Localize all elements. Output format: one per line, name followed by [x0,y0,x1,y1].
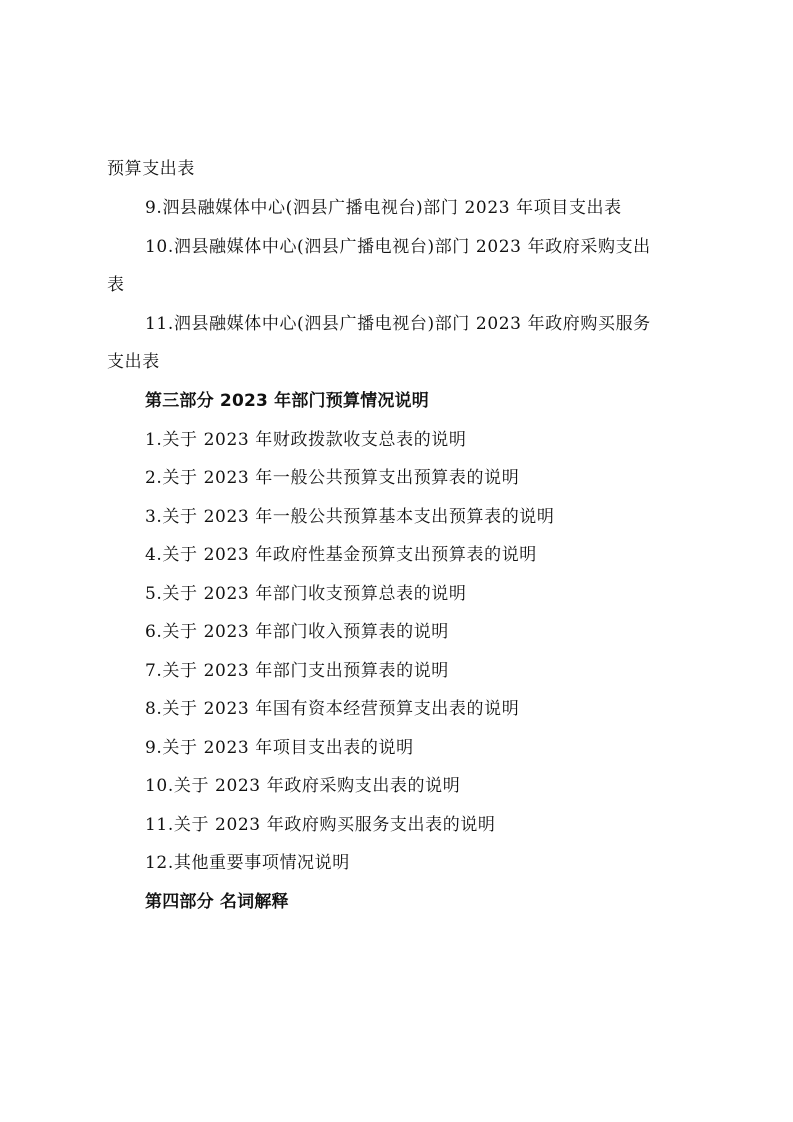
item-number: 9. [145,738,163,758]
item-number: 1. [145,430,163,450]
item-text: 关于 2023 年部门收支预算总表的说明 [162,584,467,604]
item-text: 关于 2023 年部门收入预算表的说明 [162,622,449,642]
section-heading: 第四部分 名词解释 [145,892,289,912]
section-heading: 第三部分 2023 年部门预算情况说明 [145,391,429,411]
list-item [145,660,449,682]
item-number: 11. [145,815,174,835]
list-item [145,467,519,489]
item-text: 泗县融媒体中心(泗县广播电视台)部门 2023 年项目支出表 [162,198,622,218]
item-text: 关于 2023 年政府性基金预算支出预算表的说明 [162,545,537,565]
list-item [145,621,449,643]
item-text: 关于 2023 年一般公共预算支出预算表的说明 [162,468,520,488]
list-item [145,429,467,451]
item-text: 关于 2023 年部门支出预算表的说明 [162,661,449,681]
list-item [145,236,651,258]
item-text: 泗县融媒体中心(泗县广播电视台)部门 2023 年政府购买服务 [173,314,651,334]
item-number: 5. [145,584,163,604]
item-text: 关于 2023 年一般公共预算基本支出预算表的说明 [162,507,555,527]
item-text: 关于 2023 年政府采购支出表的说明 [173,776,461,796]
item-text: 关于 2023 年政府购买服务支出表的说明 [173,815,496,835]
item-number: 10. [145,237,174,257]
continued-item-text: 预算支出表 [107,159,195,179]
item-number: 8. [145,699,163,719]
item-number: 10. [145,776,174,796]
list-item [145,737,414,759]
list-item [145,313,651,335]
item-text: 泗县融媒体中心(泗县广播电视台)部门 2023 年政府采购支出 [173,237,651,257]
item-text: 关于 2023 年项目支出表的说明 [162,738,414,758]
item-number: 12. [145,853,174,873]
item-number: 6. [145,622,163,642]
list-item [145,814,496,836]
list-item-continuation: 支出表 [107,352,160,372]
list-item [145,544,537,566]
item-number: 9. [145,198,163,218]
list-item-continuation: 表 [107,275,125,295]
item-text: 关于 2023 年财政拨款收支总表的说明 [162,430,467,450]
item-number: 4. [145,545,163,565]
list-item [145,506,555,528]
list-item [145,698,519,720]
list-item [145,775,460,797]
item-number: 3. [145,507,163,527]
list-item [145,583,467,605]
list-item [145,852,350,874]
item-text: 其他重要事项情况说明 [173,853,350,873]
list-item [145,197,622,219]
item-number: 2. [145,468,163,488]
item-text: 关于 2023 年国有资本经营预算支出表的说明 [162,699,520,719]
item-number: 11. [145,314,174,334]
item-number: 7. [145,661,163,681]
